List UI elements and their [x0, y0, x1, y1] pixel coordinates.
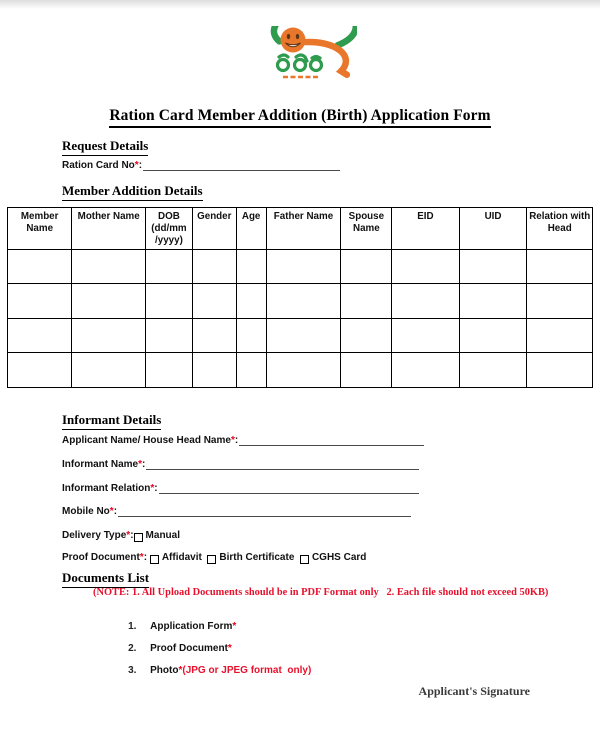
table-cell[interactable] — [459, 353, 527, 388]
proof-option-affidavit: Affidavit — [161, 552, 202, 563]
table-cell[interactable] — [146, 318, 193, 353]
required-asterisk: * — [109, 506, 114, 517]
informant-details-heading: Informant Details — [62, 412, 161, 430]
table-cell[interactable] — [392, 353, 459, 388]
table-cell[interactable] — [146, 249, 193, 284]
informant-relation-field: Informant Relation * : — [62, 483, 419, 494]
table-cell[interactable] — [8, 249, 72, 284]
page-title: Ration Card Member Addition (Birth) Application Form — [109, 107, 490, 128]
table-cell[interactable] — [192, 249, 236, 284]
table-cell[interactable] — [459, 284, 527, 319]
table-row — [8, 249, 593, 284]
table-cell[interactable] — [341, 353, 392, 388]
required-asterisk: * — [126, 530, 131, 541]
required-asterisk: * — [139, 552, 144, 563]
table-cell[interactable] — [72, 353, 146, 388]
col-gender: Gender — [192, 208, 236, 250]
member-addition-table — [7, 207, 593, 388]
table-header-row — [8, 208, 593, 250]
col-father-name: Father Name — [266, 208, 341, 250]
table-cell[interactable] — [192, 284, 236, 319]
table-cell[interactable] — [266, 318, 341, 353]
doc-item-proof-document: 2. Proof Document* — [128, 643, 232, 654]
checkbox-manual[interactable] — [134, 533, 143, 542]
table-cell[interactable] — [146, 284, 193, 319]
table-cell[interactable] — [192, 353, 236, 388]
table-cell[interactable] — [266, 284, 341, 319]
delivery-type-field: Delivery Type * : Manual — [62, 530, 180, 541]
table-cell[interactable] — [192, 318, 236, 353]
delivery-option-manual: Manual — [145, 530, 180, 541]
table-cell[interactable] — [72, 318, 146, 353]
table-cell[interactable] — [236, 318, 266, 353]
meeseva-logo — [243, 26, 357, 92]
table-cell[interactable] — [146, 353, 193, 388]
table-cell[interactable] — [341, 318, 392, 353]
ration-card-field: Ration Card No * : — [62, 160, 340, 171]
col-spouse-name: Spouse Name — [341, 208, 392, 250]
col-dob: DOB (dd/mm /yyyy) — [146, 208, 193, 250]
col-eid: EID — [392, 208, 459, 250]
required-asterisk: * — [138, 459, 143, 470]
mobile-no-input-line[interactable] — [118, 506, 411, 517]
informant-relation-input-line[interactable] — [159, 483, 419, 494]
mobile-no-field: Mobile No * : — [62, 506, 411, 517]
page-top-shade — [0, 0, 600, 9]
doc-item-application-form: 1. Application Form* — [128, 621, 237, 632]
proof-option-birth-certificate: Birth Certificate — [219, 552, 295, 563]
col-member-name: Member Name — [8, 208, 72, 250]
table-cell[interactable] — [236, 353, 266, 388]
table-cell[interactable] — [266, 249, 341, 284]
table-cell[interactable] — [8, 318, 72, 353]
proof-document-field: Proof Document * : Affidavit Birth Certificate CGHS Card — [62, 552, 367, 563]
photo-format-note: (JPG or JPEG format only) — [182, 665, 312, 676]
required-asterisk: * — [232, 621, 237, 632]
table-cell[interactable] — [72, 284, 146, 319]
request-details-heading: Request Details — [62, 138, 148, 156]
proof-option-cghs-card: CGHS Card — [311, 552, 367, 563]
informant-name-input-line[interactable] — [146, 459, 419, 470]
table-cell[interactable] — [459, 318, 527, 353]
table-cell[interactable] — [8, 353, 72, 388]
table-cell[interactable] — [72, 249, 146, 284]
table-row — [8, 318, 593, 353]
table-cell[interactable] — [527, 353, 593, 388]
table-cell[interactable] — [459, 249, 527, 284]
table-cell[interactable] — [236, 249, 266, 284]
table-cell[interactable] — [392, 249, 459, 284]
smiley-face-icon — [281, 28, 306, 53]
required-asterisk: * — [134, 160, 139, 171]
col-mother-name: Mother Name — [72, 208, 146, 250]
member-addition-heading: Member Addition Details — [62, 183, 203, 201]
table-cell[interactable] — [266, 353, 341, 388]
table-cell[interactable] — [236, 284, 266, 319]
checkbox-cghs-card[interactable] — [300, 555, 309, 564]
table-cell[interactable] — [392, 318, 459, 353]
applicant-name-input-line[interactable] — [239, 435, 424, 446]
table-row — [8, 284, 593, 319]
table-cell[interactable] — [341, 284, 392, 319]
table-cell[interactable] — [341, 249, 392, 284]
table-cell[interactable] — [527, 249, 593, 284]
checkbox-affidavit[interactable] — [150, 555, 159, 564]
table-cell[interactable] — [392, 284, 459, 319]
table-cell[interactable] — [527, 284, 593, 319]
doc-item-photo: 3. Photo*(JPG or JPEG format only) — [128, 665, 312, 676]
required-asterisk: * — [230, 435, 235, 446]
documents-note: (NOTE: 1. All Upload Documents should be in PDF Format only 2. Each file should not exceed 50KB) — [93, 587, 549, 598]
ration-card-label: Ration Card No — [62, 160, 135, 171]
applicant-name-field: Applicant Name/ House Head Name * : — [62, 435, 424, 446]
table-cell[interactable] — [527, 318, 593, 353]
required-asterisk: * — [150, 483, 155, 494]
col-age: Age — [236, 208, 266, 250]
required-asterisk: * — [227, 643, 232, 654]
table-cell[interactable] — [8, 284, 72, 319]
required-asterisk: * — [178, 665, 183, 676]
table-row — [8, 353, 593, 388]
documents-list-heading: Documents List — [62, 570, 149, 588]
logo-telugu-text — [278, 55, 322, 71]
applicant-signature-label: Applicant's Signature — [418, 684, 530, 698]
ration-card-input-line[interactable] — [143, 160, 340, 171]
col-relation-with-head: Relation with Head — [527, 208, 593, 250]
checkbox-birth-certificate[interactable] — [207, 555, 216, 564]
col-uid: UID — [459, 208, 527, 250]
informant-name-field: Informant Name * : — [62, 459, 419, 470]
